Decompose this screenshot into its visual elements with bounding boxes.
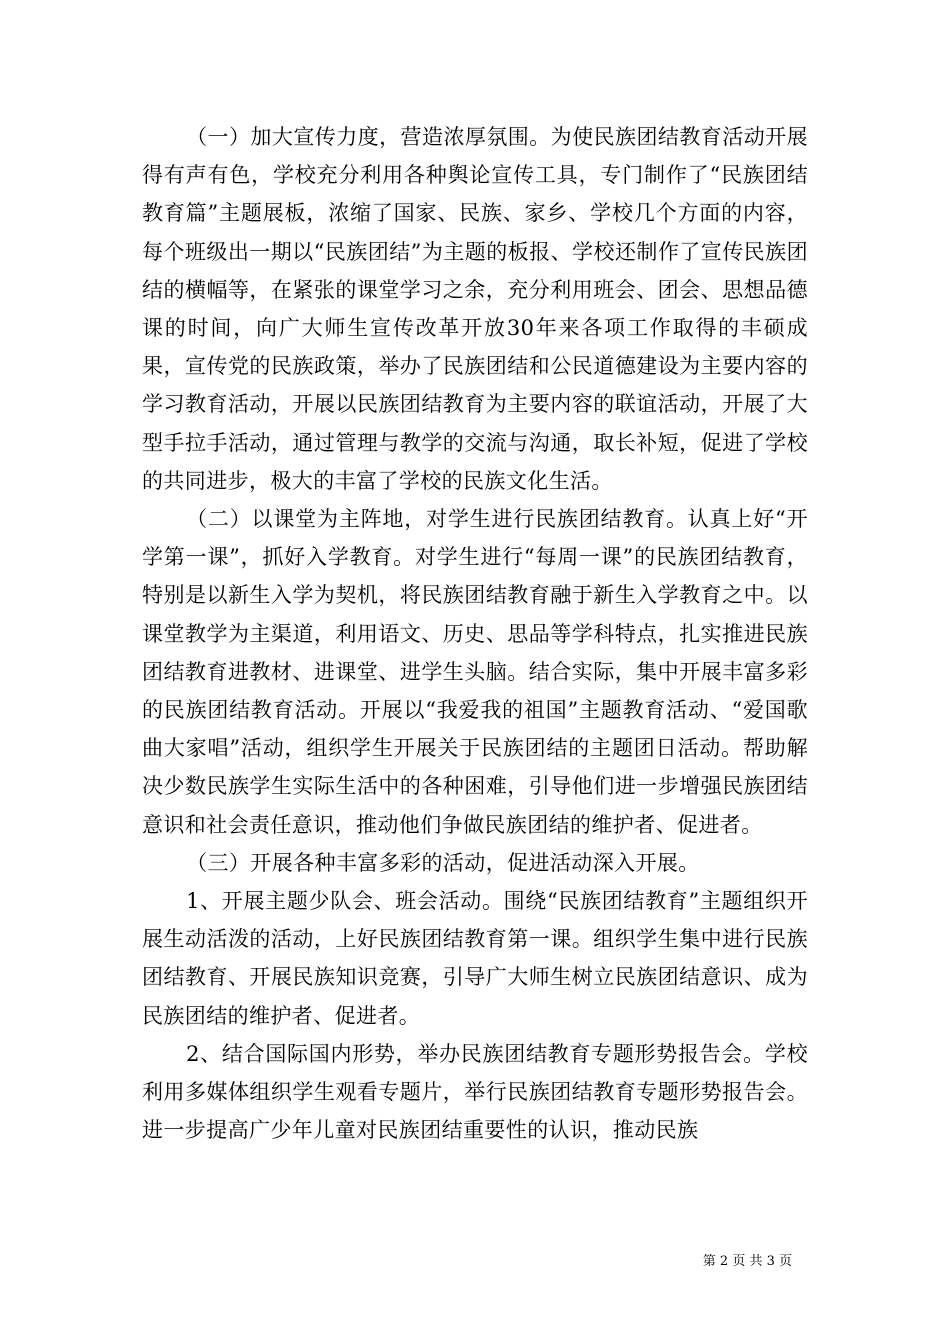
document-body — [142, 118, 808, 1149]
page-number: 第 2 页 共 3 页 — [702, 1254, 792, 1269]
paragraph-item-1: 1、开展主题少队会、班会活动。围绕“民族团结教育”主题组织开展生动活泼的活动，上好民族团结教育第一课。组织学生集中进行民族团结教育、开展民族知识竞赛，引导广大师生树立民族团结意识、成为民族团结的维护者、促进者。 — [142, 889, 808, 1028]
paragraph-item-2: 2、结合国际国内形势，举办民族团结教育专题形势报告会。学校利用多媒体组织学生观看专题片，举行民族团结教育专题形势报告会。进一步提高广少年儿童对民族团结重要性的认识，推动民族 — [142, 1041, 808, 1143]
paragraph-activities-heading: （三）开展各种丰富多彩的活动，促进活动深入开展。 — [186, 850, 700, 875]
paragraph-classroom: （二）以课堂为主阵地，对学生进行民族团结教育。认真上好“开学第一课”，抓好入学教育。对学生进行“每周一课”的民族团结教育，特别是以新生入学为契机，将民族团结教育融于新生入学教育之中。以课堂教学为主渠道，利用语文、历史、思品等学科特点，扎实推进民族团结教育进教材、进课堂、进学生头脑。结合实际，集中开展丰富多彩的民族团结教育活动。开展以“我爱我的祖国”主题教育活动、“爱国歌曲大家唱”活动，组织学生开展关于民族团结的主题团日活动。帮助解决少数民族学生实际生活中的各种困难，引导他们进一步增强民族团结意识和社会责任意识，推动他们争做民族团结的维护者、促进者。 — [142, 507, 808, 837]
paragraph-publicity: （一）加大宣传力度，营造浓厚氛围。为使民族团结教育活动开展得有声有色，学校充分利用各种舆论宣传工具，专门制作了“民族团结教育篇”主题展板，浓缩了国家、民族、家乡、学校几个方面的内容，每个班级出一期以“民族团结”为主题的板报、学校还制作了宣传民族团结的横幅等，在紧张的课堂学习之余，充分利用班会、团会、思想品德课的时间，向广大师生宣传改革开放30年来各项工作取得的丰硕成果，宣传党的民族政策，举办了民族团结和公民道德建设为主要内容的学习教育活动，开展以民族团结教育为主要内容的联谊活动，开展了大型手拉手活动，通过管理与教学的交流与沟通，取长补短，促进了学校的共同进步，极大的丰富了学校的民族文化生活。 — [142, 125, 808, 493]
